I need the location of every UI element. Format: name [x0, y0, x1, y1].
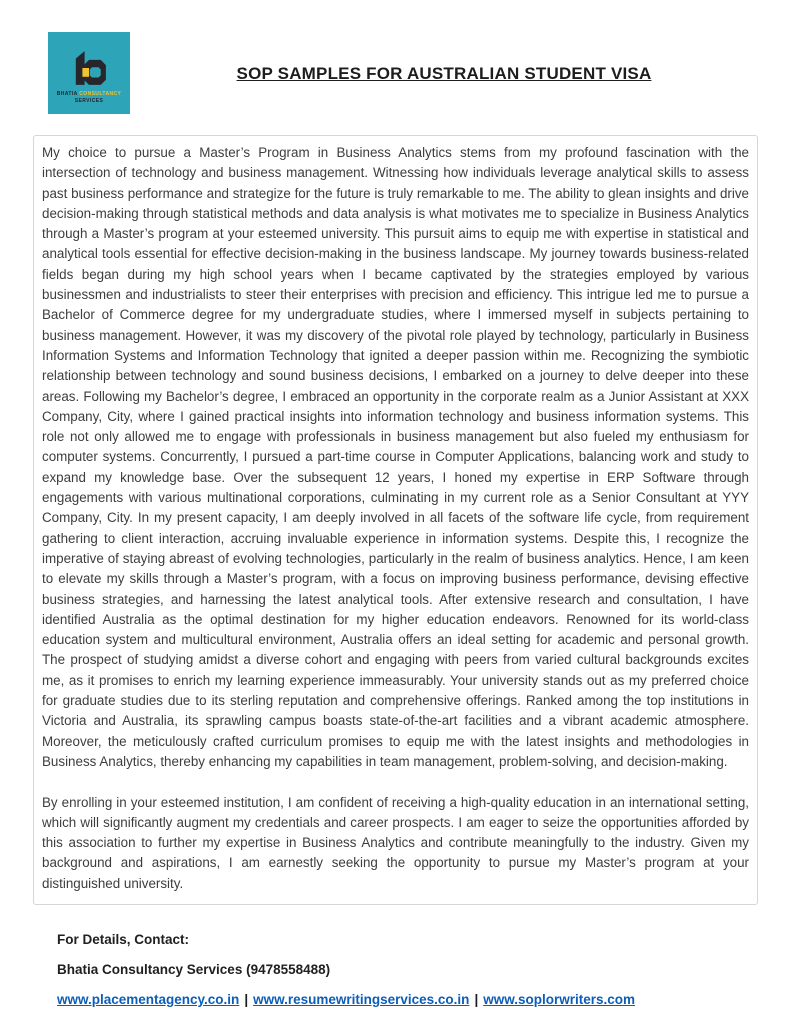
company-phone-line: Bhatia Consultancy Services (9478558488) [57, 961, 331, 977]
logo-word-services: SERVICES [74, 97, 104, 104]
link-resumewritingservices[interactable]: www.resumewritingservices.co.in [253, 991, 470, 1007]
link-separator: | [474, 991, 479, 1007]
link-soplorwriters[interactable]: www.soplorwriters.com [483, 991, 636, 1007]
website-links [57, 992, 758, 1007]
page-header [0, 0, 791, 114]
link-placementagency[interactable]: www.placementagency.co.in [57, 991, 240, 1007]
sop-paragraph-2: By enrolling in your esteemed institution, I am confident of receiving a high-quality education in an international setting, which will significantly augment my credentials and career prospects. I am eager to seize the opportunities afforded by this association to further my expertise in Business Analytics and contribute meaningfully to the industry. Given my background and aspirations, I am earnestly seeking the opportunity to pursue my Master’s program at your distinguished university. [42, 794, 749, 891]
logo-word-consultancy: CONSULTANCY [79, 91, 122, 98]
logo-b-icon [67, 48, 111, 88]
contact-heading: For Details, Contact: [57, 931, 190, 947]
logo-text [57, 91, 122, 104]
logo-word-bhatia: BHATIA [56, 91, 78, 98]
contact-footer [57, 932, 758, 1007]
sop-text-box [33, 135, 758, 905]
company-logo [48, 32, 130, 114]
page-title: SOP SAMPLES FOR AUSTRALIAN STUDENT VISA [236, 64, 652, 83]
title-wrap [130, 32, 758, 84]
link-separator: | [244, 991, 249, 1007]
sop-paragraph-1: My choice to pursue a Master’s Program in Business Analytics stems from my profound fascination with the intersection of technology and business management. Witnessing how individuals leverage analytical skills to assess past business performance and strategize for the future is truly remarkable to me. The ability to glean insights and drive decision-making through statistical methods and data analysis is what motivates me to specialize in Business Analytics through a Master’s program at your esteemed university. This pursuit aims to equip me with expertise in statistical and analytical tools essential for effective decision-making in the business landscape. My journey towards business-related fields began during my high school years when I became captivated by the strategies employed by various businessmen and industrialists to steer their enterprises with precision and efficiency. This intrigue led me to pursue a Bachelor of Commerce degree for my undergraduate studies, where I immersed myself in subjects pertaining to business management. However, it was my discovery of the pivotal role played by technology, particularly in Business Information Systems and Information Technology that ignited a deeper passion within me. Recognizing the symbiotic relationship between technology and sound business decisions, I embarked on a journey to delve deeper into these areas. Following my Bachelor’s degree, I embraced an opportunity in the corporate realm as a Junior Assistant at XXX Company, City, where I gained practical insights into information technology and business information systems. This role not only allowed me to engage with professionals in business management but also fueled my enthusiasm for computer systems. Concurrently, I pursued a part-time course in Computer Applications, balancing work and study to expand my knowledge base. Over the subsequent 12 years, I honed my expertise in ERP Software through engagements with various multinational corporations, culminating in my current role as a Senior Consultant at YYY Company, City. In my present capacity, I am deeply involved in all facets of the software life cycle, from requirement gathering to client interaction, accruing invaluable experience in information systems. Despite this, I recognize the imperative of staying abreast of evolving technologies, particularly in the realm of business analytics. Hence, I am keen to elevate my skills through a Master’s program, with a focus on improving business performance, devising effective business strategies, and harnessing the latest analytical tools. After extensive research and consultation, I have identified Australia as the optimal destination for my higher education endeavors. Renowned for its world-class education system and multicultural environment, Australia offers an ideal setting for academic and personal growth. The prospect of studying amidst a diverse cohort and engaging with peers from varied cultural backgrounds excites me, as it promises to enrich my learning experience immeasurably. Your university stands out as my preferred choice for graduate studies due to its sterling reputation and comprehensive offerings. Ranked among the top institutions in Victoria and Australia, its sprawling campus boasts state-of-the-art facilities and a vibrant academic atmosphere. Moreover, the meticulously crafted curriculum promises to equip me with the latest insights and methodologies in Business Analytics, thereby enhancing my capabilities in team management, problem-solving, and decision-making. [42, 145, 749, 769]
